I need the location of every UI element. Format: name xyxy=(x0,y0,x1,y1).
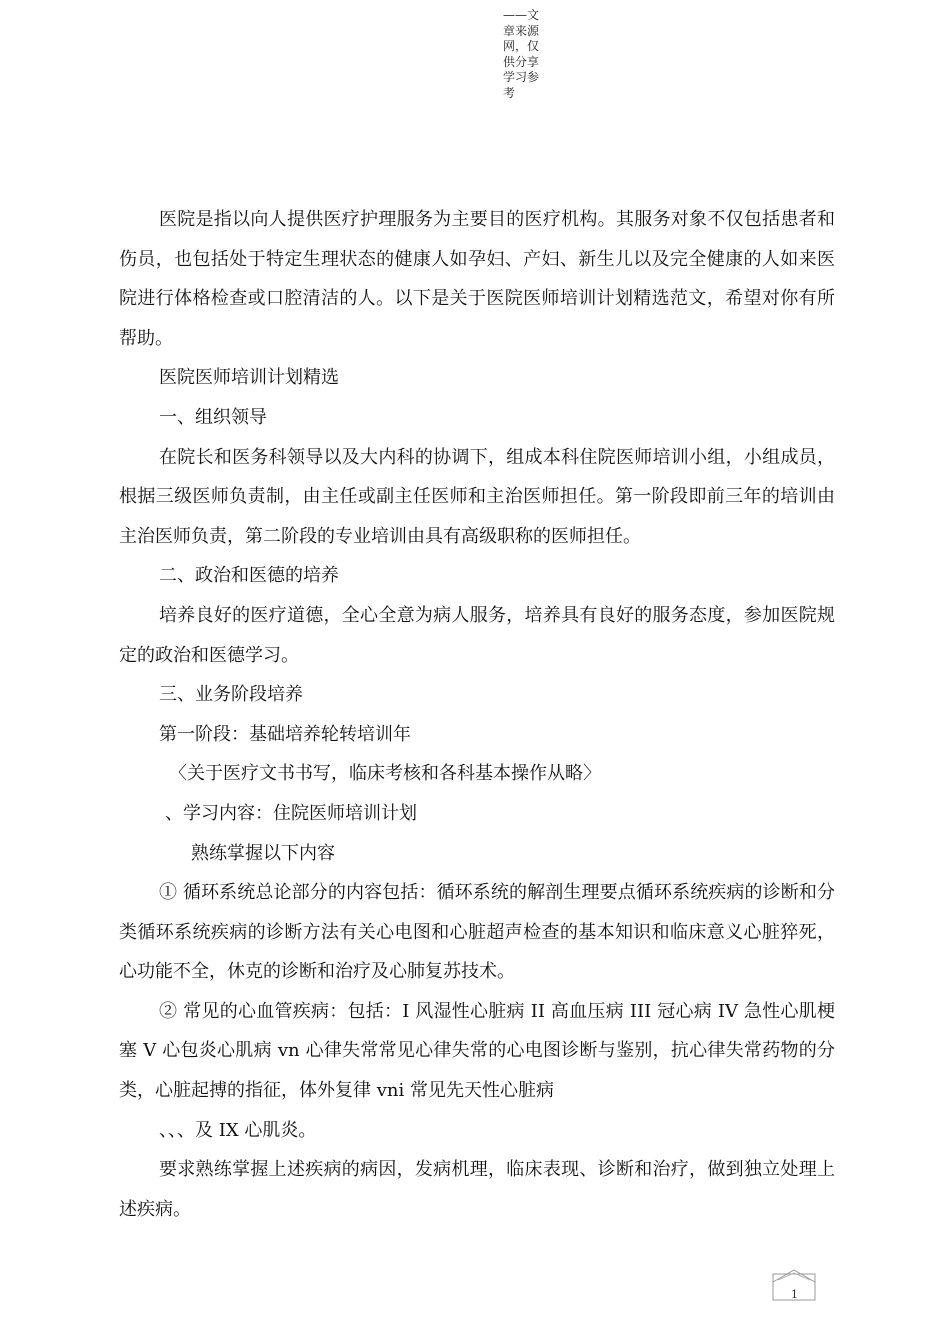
study-content-heading: 、学习内容：住院医师培训计划 xyxy=(165,802,417,824)
myocarditis-line: 、、、及 IX 心肌炎。 xyxy=(159,1119,317,1141)
stage-one-heading: 第一阶段：基础培养轮转培训年 xyxy=(159,723,411,745)
stage-one-note: 〈关于医疗文书书写，临床考核和各科基本操作从略〉 xyxy=(169,763,601,785)
mastery-heading: 熟练掌握以下内容 xyxy=(191,842,335,864)
section-heading-training: 三、业务阶段培养 xyxy=(159,684,303,706)
organization-paragraph: 在院长和医务科领导以及大内科的协调下，组成本科住院医师培训小组，小组成员，根据三级医师负责制，由主任或副主任医师和主治医师担任。第一阶段即前三年的培训由主治医师负责，第二阶段的专业培训由具有高级职称的医师担任。 xyxy=(119,446,835,547)
document-title: 医院医师培训计划精选 xyxy=(159,367,339,389)
intro-paragraph: 医院是指以向人提供医疗护理服务为主要目的医疗机构。其服务对象不仅包括患者和伤员，也包括处于特定生理状态的健康人如孕妇、产妇、新生儿以及完全健康的人如来医院进行体格检查或口腔清洁的人。以下是关于医院医师培训计划精选范文，希望对你有所帮助。 xyxy=(119,209,835,349)
requirements-paragraph: 要求熟练掌握上述疾病的病因，发病机理，临床表现、诊断和治疗，做到独立处理上述疾病。 xyxy=(119,1159,835,1220)
ethics-paragraph: 培养良好的医疗道德，全心全意为病人服务，培养具有良好的服务态度，参加医院规定的政治和医德学习。 xyxy=(119,604,835,666)
cardiovascular-diseases-item: ② 常见的心血管疾病：包括：I 风湿性心脏病 II 高血压病 III 冠心病 IV 急性心肌梗塞 V 心包炎心肌病 vn 心律失常常见心律失常的心电图诊断与鉴别，抗心律失常药物的分类，心脏起搏的指征，体外复律 vni 常见先天性心脏病 xyxy=(119,1000,835,1102)
page-number: 1 xyxy=(791,1288,798,1301)
section-heading-ethics: 二、政治和医德的培养 xyxy=(159,565,339,587)
document-body xyxy=(119,200,835,1229)
source-note: ——文 章来源 网，仅 供分享 学习参 考 xyxy=(503,8,540,100)
circulatory-system-item: ① 循环系统总论部分的内容包括：循环系统的解剖生理要点循环系统疾病的诊断和分类循环系统疾病的诊断方法有关心电图和心脏超声检查的基本知识和临床意义心脏猝死，心功能不全，休克的诊断和治疗及心肺复苏技术。 xyxy=(119,882,835,983)
section-heading-organization: 一、组织领导 xyxy=(159,406,267,428)
